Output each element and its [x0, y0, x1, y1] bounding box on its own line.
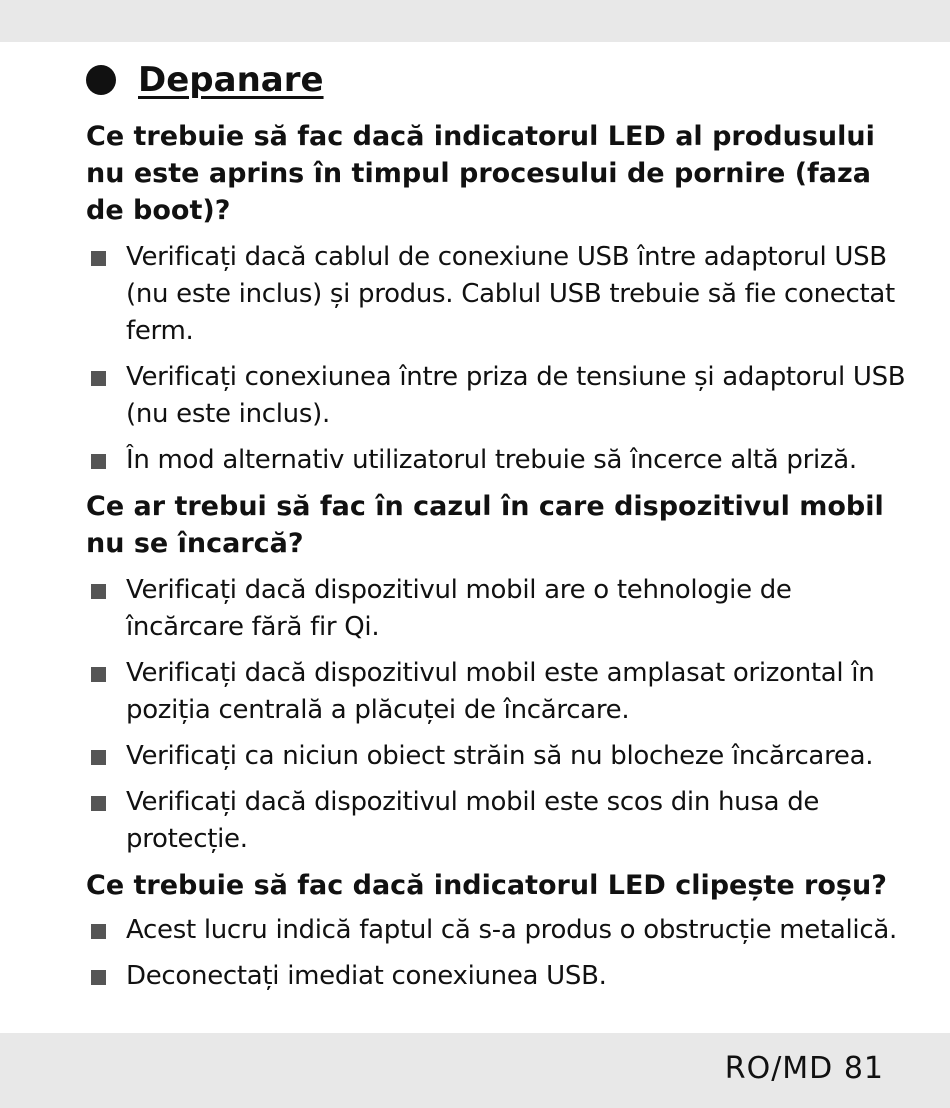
list-item-text: Verificați ca niciun obiect străin să nu blocheze încărcarea.: [126, 741, 874, 771]
list-item-text: Verificați dacă cablul de conexiune USB între adaptorul USB (nu este inclus) și produs. Cablul USB trebuie să fie conectat ferm.: [126, 242, 895, 346]
square-bullet-icon: [91, 970, 106, 985]
section-title: Depanare: [138, 60, 324, 100]
list-item: [86, 239, 906, 350]
list-item: [86, 359, 906, 433]
list-item-text: Verificați conexiunea între priza de tensiune și adaptorul USB (nu este inclus).: [126, 362, 906, 429]
list-item-text: Deconectați imediat conexiunea USB.: [126, 961, 607, 991]
list-item: [86, 442, 906, 479]
square-bullet-icon: [91, 454, 106, 469]
page-number: RO/MD 81: [724, 1051, 884, 1086]
answer-list-not-charging: [86, 572, 906, 858]
square-bullet-icon: [91, 924, 106, 939]
square-bullet-icon: [91, 667, 106, 682]
question-led-off: Ce trebuie să fac dacă indicatorul LED al produsului nu este aprins în timpul procesului de pornire (faza de boot)?: [86, 121, 875, 226]
list-item: [86, 958, 906, 995]
troubleshooting-section: [86, 56, 906, 1004]
square-bullet-icon: [91, 584, 106, 599]
filled-circle-bullet-icon: [86, 65, 116, 95]
list-item-text: Verificați dacă dispozitivul mobil este scos din husa de protecție.: [126, 787, 820, 854]
list-item-text: În mod alternativ utilizatorul trebuie să încerce altă priză.: [126, 445, 857, 475]
question-led-blinking-red: Ce trebuie să fac dacă indicatorul LED clipește roșu?: [86, 870, 887, 901]
list-item-text: Verificați dacă dispozitivul mobil are o tehnologie de încărcare fără fir Qi.: [126, 575, 792, 642]
list-item-text: Verificați dacă dispozitivul mobil este amplasat orizontal în poziția centrală a plăcuței de încărcare.: [126, 658, 875, 725]
square-bullet-icon: [91, 371, 106, 386]
square-bullet-icon: [91, 251, 106, 266]
section-heading: [86, 56, 906, 104]
answer-list-led-off: [86, 239, 906, 479]
list-item: [86, 738, 906, 775]
square-bullet-icon: [91, 796, 106, 811]
answer-list-led-blinking-red: [86, 912, 906, 995]
list-item: [86, 655, 906, 729]
list-item: [86, 784, 906, 858]
list-item-text: Acest lucru indică faptul că s-a produs o obstrucție metalică.: [126, 915, 897, 945]
top-margin-band: [0, 0, 950, 42]
square-bullet-icon: [91, 750, 106, 765]
list-item: [86, 572, 906, 646]
question-not-charging: Ce ar trebui să fac în cazul în care dispozitivul mobil nu se încarcă?: [86, 491, 884, 559]
list-item: [86, 912, 906, 949]
